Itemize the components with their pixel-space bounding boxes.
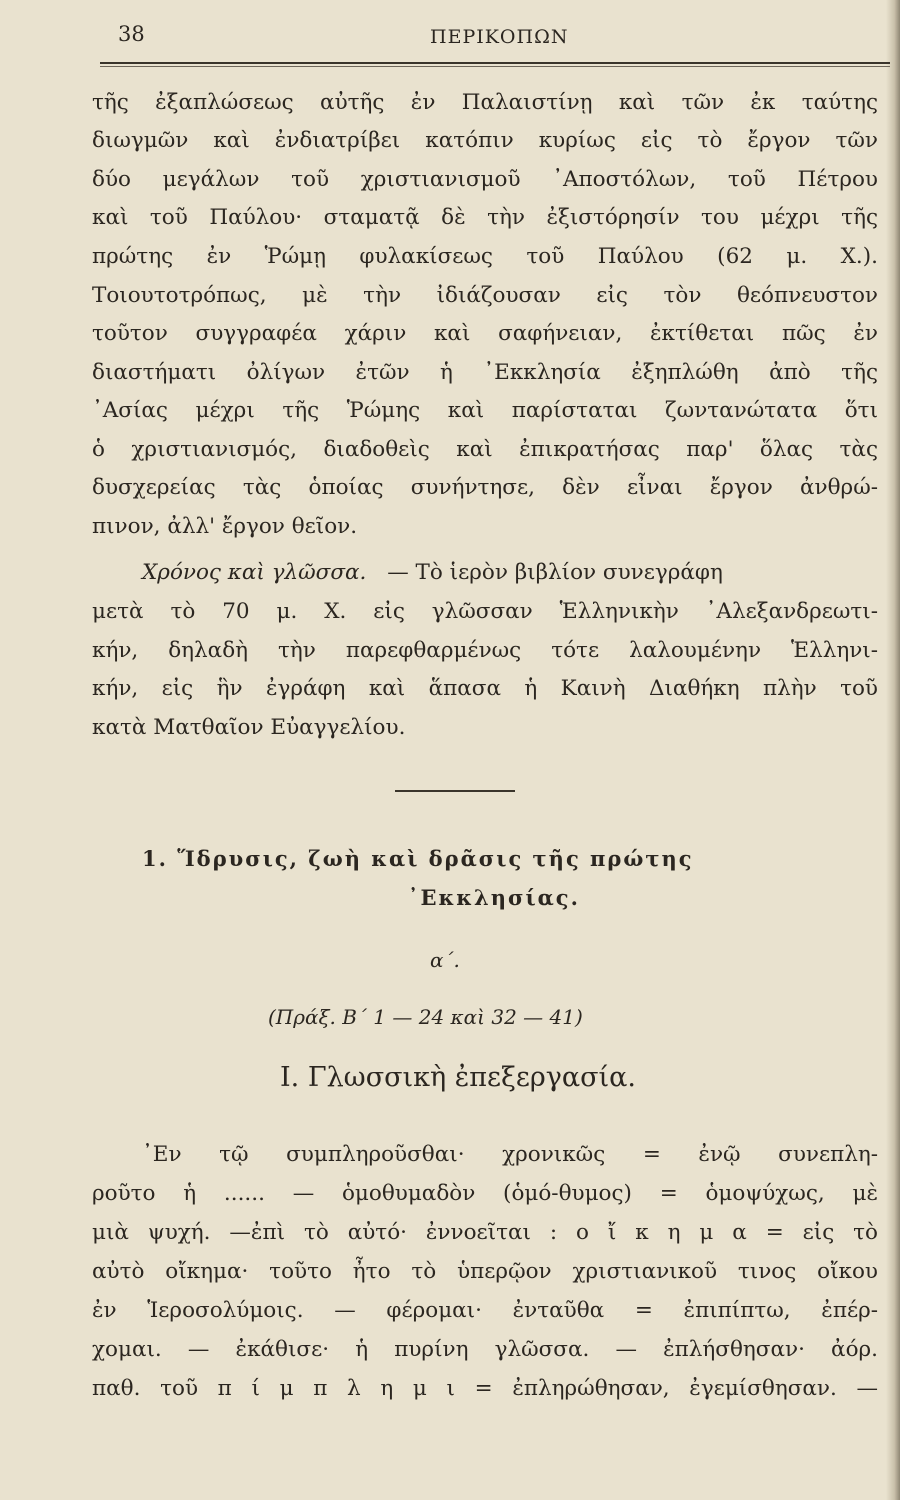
paragraph-lead-rest: — Τὸ ἱερὸν βιβλίον συνεγράφη <box>387 560 723 585</box>
text-line: ᾿Ασίας μέχρι τῆς Ῥώμης καὶ παρίσταται ζωντανώτατα ὅτι <box>92 398 878 423</box>
text-line: κήν, εἰς ἣν ἐγράφη καὶ ἅπασα ἡ Καινὴ Διαθήκη πλὴν τοῦ <box>92 676 878 701</box>
text-line: δύο μεγάλων τοῦ χριστιανισμοῦ ᾿Αποστόλων, τοῦ Πέτρου <box>92 167 878 192</box>
paragraph-lead-line <box>142 558 878 588</box>
text-line: δυσχερείας τὰς ὁποίας συνήντησε, δὲν εἶναι ἔργον ἀνθρώ- <box>92 475 878 500</box>
note-line: παθ. τοῦ π ί μ π λ η μ ι = ἐπληρώθησαν, ἐγεμίσθησαν. — <box>92 1376 878 1401</box>
running-head: ΠΕΡΙΚΟΠΩΝ <box>430 26 569 48</box>
text-line: διωγμῶν καὶ ἐνδιατρίβει κατόπιν κυρίως εἰς τὸ ἔργον τῶν <box>92 128 878 153</box>
text-line: μετὰ τὸ 70 μ. Χ. εἰς γλῶσσαν Ἑλληνικὴν ᾿Αλεξανδρεωτι- <box>92 599 878 624</box>
header-rule-thin <box>100 66 890 67</box>
text-line: πρώτης ἐν Ῥώμῃ φυλακίσεως τοῦ Παύλου (62 μ. Χ.). <box>92 244 878 269</box>
section-title-continued: ᾿Εκκλησίας. <box>408 885 580 910</box>
text-line: τῆς ἐξαπλώσεως αὐτῆς ἐν Παλαιστίνῃ καὶ τῶν ἐκ ταύτης <box>92 90 878 115</box>
page-header <box>100 20 890 60</box>
section-title: 1. Ἵδρυσις, ζωὴ καὶ δρᾶσις τῆς πρώτης <box>142 846 694 871</box>
text-line: πινον, ἀλλ' ἔργον θεῖον. <box>92 514 358 539</box>
section-marker: α΄. <box>430 948 460 972</box>
note-line: ἐν Ἱεροσολύμοις. — φέρομαι· ἐνταῦθα = ἐπιπίπτω, ἐπέρ- <box>92 1298 878 1323</box>
note-line: αὐτὸ οἴκημα· τοῦτο ἦτο τὸ ὑπερῷον χριστιανικοῦ τινος οἴκου <box>92 1259 878 1284</box>
header-rule <box>100 62 890 64</box>
scripture-reference: (Πράξ. Β΄ 1 — 24 καὶ 32 — 41) <box>268 1005 583 1029</box>
note-line: ᾿Εν τῷ συμπληροῦσθαι· χρονικῶς = ἐνῷ συνεπλη- <box>142 1142 878 1167</box>
text-line: καὶ τοῦ Παύλου· σταματᾷ δὲ τὴν ἐξιστόρησίν του μέχρι τῆς <box>92 205 878 230</box>
note-line: ροῦτο ἡ ...... — ὁμοθυμαδὸν (ὁμό-θυμος) = ὁμοψύχως, μὲ <box>92 1181 878 1206</box>
page-number: 38 <box>118 22 145 46</box>
section-divider <box>395 790 515 792</box>
note-line: χομαι. — ἐκάθισε· ἡ πυρίνη γλῶσσα. — ἐπλήσθησαν· ἀόρ. <box>92 1337 878 1362</box>
text-line: κήν, δηλαδὴ τὴν παρεφθαρμένως τότε λαλουμένην Ἑλληνι- <box>92 638 878 663</box>
subheading: Ι. Γλωσσικὴ ἐπεξεργασία. <box>280 1062 636 1093</box>
page-edge <box>886 0 900 1500</box>
note-line: μιὰ ψυχή. —ἐπὶ τὸ αὐτό· ἐννοεῖται : ο ἴ κ η μ α = εἰς τὸ <box>92 1220 878 1245</box>
text-line: Τοιουτοτρόπως, μὲ τὴν ἰδιάζουσαν εἰς τὸν θεόπνευστον <box>92 283 878 308</box>
paragraph-lead: Χρόνος καὶ γλῶσσα. <box>142 560 367 585</box>
text-line: ὁ χριστιανισμός, διαδοθεὶς καὶ ἐπικρατήσας παρ' ὅλας τὰς <box>92 437 878 462</box>
text-line: διαστήματι ὀλίγων ἐτῶν ἡ ᾿Εκκλησία ἐξηπλώθη ἀπὸ τῆς <box>92 360 878 385</box>
text-line: τοῦτον συγγραφέα χάριν καὶ σαφήνειαν, ἐκτίθεται πῶς ἐν <box>92 321 878 346</box>
text-line: κατὰ Ματθαῖον Εὐαγγελίου. <box>92 715 406 740</box>
